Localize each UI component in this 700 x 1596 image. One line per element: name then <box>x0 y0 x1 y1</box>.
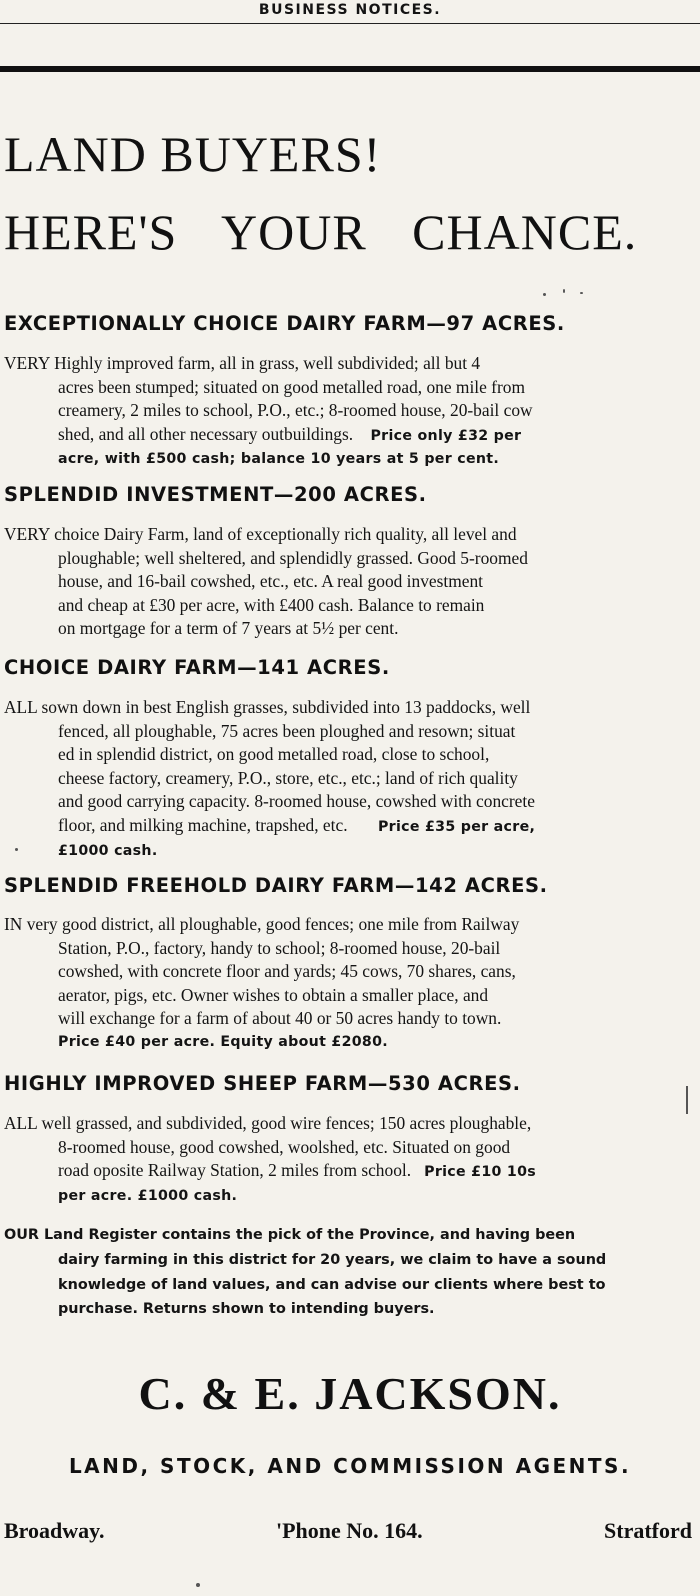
footer-phone: 'Phone No. 164. <box>276 1518 423 1543</box>
listing-title-5: HIGHLY IMPROVED SHEEP FARM—530 ACRES. <box>4 1072 521 1095</box>
print-speck <box>543 293 546 296</box>
listing-body-3 <box>4 696 688 863</box>
closing-line: dairy farming in this district for 20 years, we claim to have a sound <box>58 1251 607 1268</box>
listing-line: cheese factory, creamery, P.O., store, etc., etc.; land of rich quality <box>58 767 518 788</box>
listing-line: cowshed, with concrete floor and yards; 45 cows, 70 shares, cans, <box>58 961 516 982</box>
listing-title-4: SPLENDID FREEHOLD DAIRY FARM—142 ACRES. <box>4 874 548 897</box>
listing-line: ed in splendid district, on good metalled road, close to school, <box>58 744 490 765</box>
closing-line: purchase. Returns shown to intending buyers. <box>58 1301 435 1318</box>
section-header: BUSINESS NOTICES. <box>258 2 442 18</box>
listing-line: creamery, 2 miles to school, P.O., etc.; 8-roomed house, 20-bail cow <box>58 400 533 421</box>
print-speck <box>196 1583 200 1587</box>
print-speck <box>563 289 565 293</box>
print-speck <box>580 292 583 294</box>
firm-name: C. & E. JACKSON. <box>138 1368 562 1419</box>
listing-line: road oposite Railway Station, 2 miles from school. Price £10 10s <box>58 1160 536 1181</box>
closing-line: knowledge of land values, and can advise our clients where best to <box>58 1276 606 1293</box>
price-text: Price only £32 per <box>370 427 522 444</box>
listing-body-5 <box>4 1112 688 1208</box>
header-rule <box>0 23 700 24</box>
listing-body-4 <box>4 913 688 1055</box>
listing-line: 8-roomed house, good cowshed, woolshed, etc. Situated on good <box>58 1136 511 1157</box>
closing-line: OUR Land Register contains the pick of the Province, and having been <box>4 1227 576 1243</box>
listing-line: VERY choice Dairy Farm, land of exceptionally rich quality, all level and <box>4 524 517 544</box>
listing-title-3: CHOICE DAIRY FARM—141 ACRES. <box>4 656 390 679</box>
listing-line: ploughable; well sheltered, and splendidly grassed. Good 5-roomed <box>58 547 528 568</box>
listing-line: floor, and milking machine, trapshed, etc. Price £35 per acre, <box>58 814 536 835</box>
listing-line: VERY Highly improved farm, all in grass, well subdivided; all but 4 <box>4 353 481 373</box>
print-speck <box>686 1086 688 1114</box>
price-text: acre, with £500 cash; balance 10 years at 5 per cent. <box>58 451 500 468</box>
listing-line: IN very good district, all ploughable, good fences; one mile from Railway <box>4 914 520 934</box>
closing-paragraph <box>4 1223 688 1322</box>
listing-body-2 <box>4 523 688 641</box>
listing-line: aerator, pigs, etc. Owner wishes to obtain a smaller place, and <box>58 984 489 1005</box>
listing-line: ALL well grassed, and subdivided, good wire fences; 150 acres ploughable, <box>4 1113 532 1133</box>
price-text: £1000 cash. <box>58 842 158 859</box>
listing-line: ALL sown down in best English grasses, subdivided into 13 paddocks, well <box>4 697 531 717</box>
listing-line: and good carrying capacity. 8-roomed house, cowshed with concrete <box>58 791 535 812</box>
listing-line: will exchange for a farm of about 40 or 50 acres handy to town. <box>58 1008 502 1029</box>
price-text: Price £35 per acre, <box>377 818 536 835</box>
listing-body-1 <box>4 352 688 472</box>
price-text: Price £10 10s <box>424 1164 536 1181</box>
listing-line: on mortgage for a term of 7 years at 5½ per cent. <box>58 618 399 639</box>
headline-line-1: LAND BUYERS! <box>4 126 382 182</box>
footer-address: Broadway. <box>4 1518 105 1543</box>
listing-title-2: SPLENDID INVESTMENT—200 ACRES. <box>4 483 427 506</box>
listing-line: shed, and all other necessary outbuildings. Price only £32 per <box>58 423 522 444</box>
footer-town: Stratford <box>604 1518 692 1543</box>
listing-line: house, and 16-bail cowshed, etc., etc. A real good investment <box>58 571 483 592</box>
price-text: per acre. £1000 cash. <box>58 1187 238 1204</box>
listing-line: and cheap at £30 per acre, with £400 cash. Balance to remain <box>58 594 485 615</box>
listing-line: acres been stumped; situated on good metalled road, one mile from <box>58 376 525 397</box>
listing-line: fenced, all ploughable, 75 acres been ploughed and resown; situat <box>58 720 516 741</box>
price-text: Price £40 per acre. Equity about £2080. <box>58 1033 388 1050</box>
thick-divider <box>0 66 700 72</box>
firm-tagline: LAND, STOCK, AND COMMISSION AGENTS. <box>68 1454 632 1478</box>
listing-title-1: EXCEPTIONALLY CHOICE DAIRY FARM—97 ACRES. <box>4 312 565 335</box>
headline-line-2: HERE'S YOUR CHANCE. <box>4 204 638 260</box>
print-speck <box>15 848 18 851</box>
listing-line: Station, P.O., factory, handy to school; 8-roomed house, 20-bail <box>58 937 501 958</box>
